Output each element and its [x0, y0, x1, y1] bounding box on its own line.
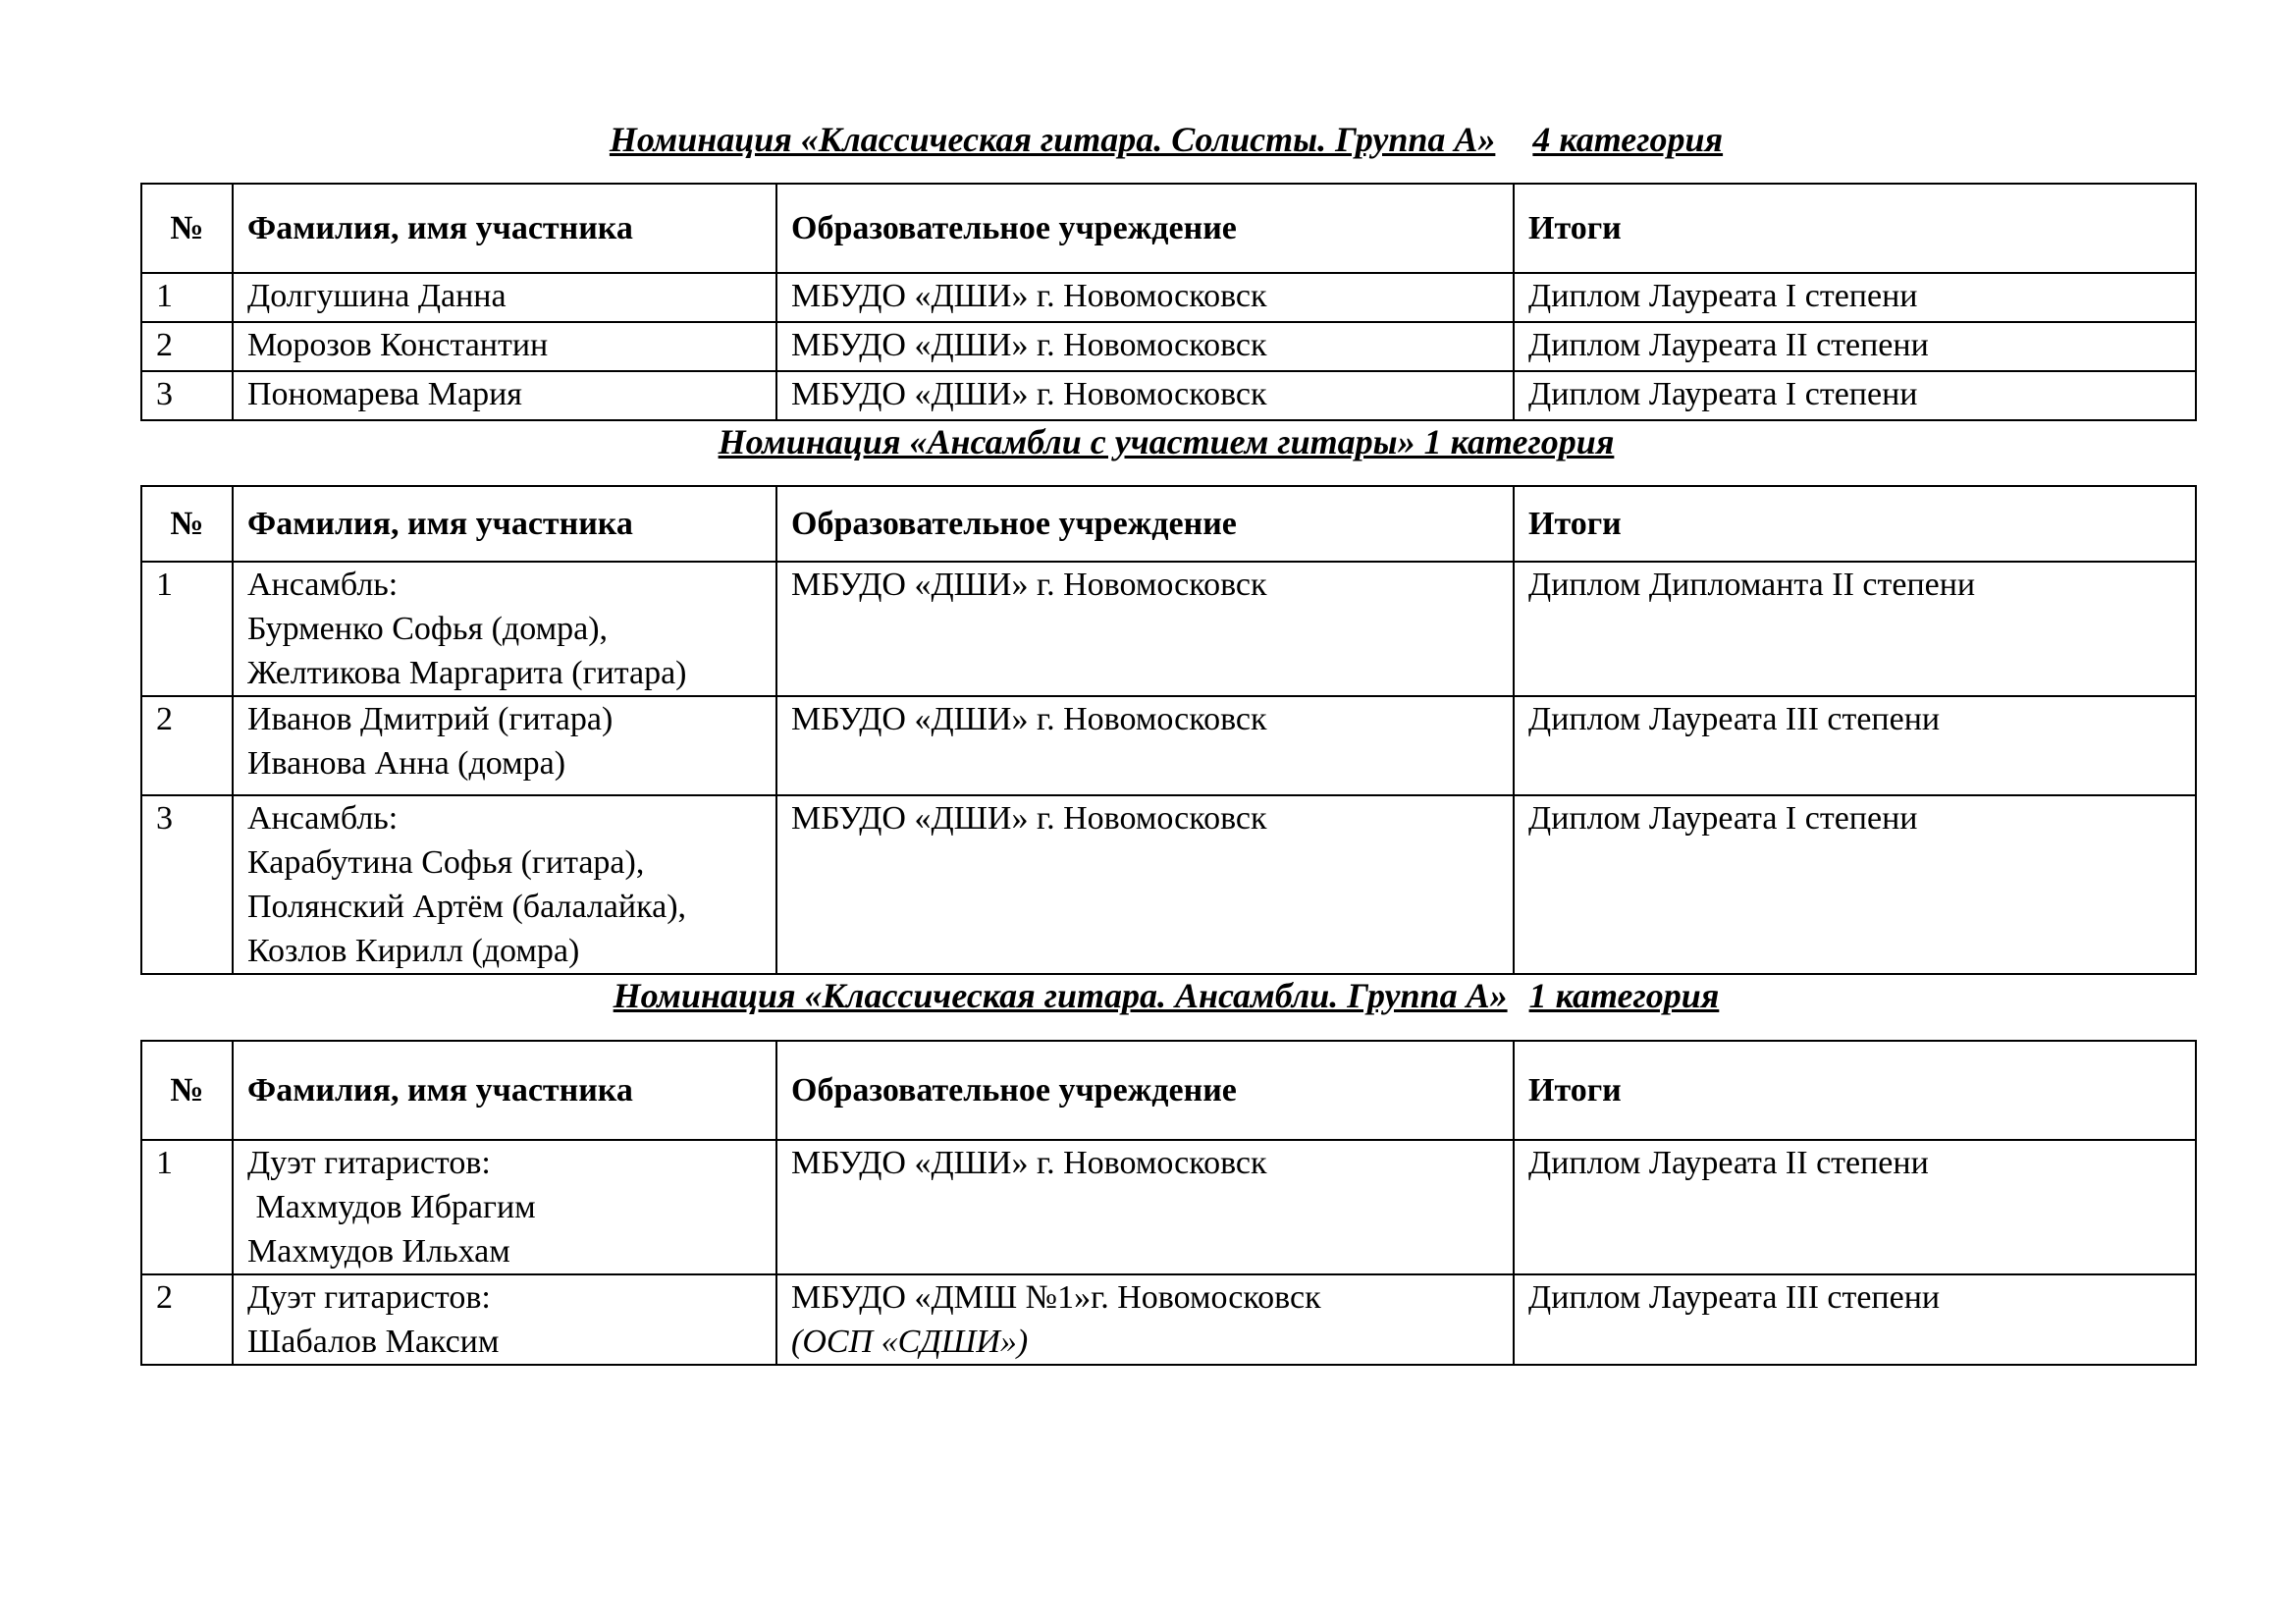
participant-line: Махмудов Ибрагим	[247, 1189, 536, 1225]
participant-name	[233, 696, 776, 795]
participant-name: Долгушина Данна	[233, 273, 776, 322]
school-name: МБУДО «ДШИ» г. Новомосковск	[776, 795, 1514, 974]
header-number: №	[141, 486, 233, 562]
header-number: №	[141, 184, 233, 273]
table-row	[141, 795, 2196, 974]
participant-name	[233, 795, 776, 974]
participant-line: Ансамбль:	[247, 567, 399, 603]
result-award: Диплом Лауреата III степени	[1514, 1274, 2196, 1365]
result-award: Диплом Лауреата II степени	[1514, 1140, 2196, 1274]
participant-line: Полянский Артём (балалайка),	[247, 889, 687, 925]
section-1-title-category: 4 категория	[1532, 120, 1724, 159]
section-2-title-nomination: Номинация «Ансамбли с участием гитары» 1 категория	[718, 422, 1615, 461]
row-number: 2	[141, 322, 233, 371]
school-line: МБУДО «ДМШ №1»г. Новомосковск	[791, 1279, 1321, 1316]
participant-line: Козлов Кирилл (домра)	[247, 933, 580, 969]
school-name: МБУДО «ДШИ» г. Новомосковск	[776, 322, 1514, 371]
table-header-row	[141, 184, 2196, 273]
participant-name: Пономарева Мария	[233, 371, 776, 420]
section-3-title-nomination: Номинация «Классическая гитара. Ансамбли. Группа А»	[613, 976, 1508, 1015]
school-name: МБУДО «ДШИ» г. Новомосковск	[776, 562, 1514, 696]
header-school: Образовательное учреждение	[776, 184, 1514, 273]
participant-name	[233, 562, 776, 696]
row-number: 1	[141, 273, 233, 322]
section-3-table	[140, 1040, 2197, 1366]
row-number: 2	[141, 696, 233, 795]
table-header-row	[141, 486, 2196, 562]
participant-line: Дуэт гитаристов:	[247, 1145, 491, 1181]
table-row	[141, 562, 2196, 696]
section-1-table	[140, 183, 2197, 421]
result-award: Диплом Лауреата I степени	[1514, 371, 2196, 420]
section-2-title	[140, 420, 2192, 463]
school-name: МБУДО «ДШИ» г. Новомосковск	[776, 371, 1514, 420]
header-name: Фамилия, имя участника	[233, 486, 776, 562]
header-school: Образовательное учреждение	[776, 486, 1514, 562]
table-row	[141, 273, 2196, 322]
section-3-title-category: 1 категория	[1528, 976, 1720, 1015]
participant-name	[233, 1274, 776, 1365]
school-name: МБУДО «ДШИ» г. Новомосковск	[776, 696, 1514, 795]
participant-name	[233, 1140, 776, 1274]
participant-line: Бурменко Софья (домра),	[247, 611, 609, 647]
participant-line: Махмудов Ильхам	[247, 1233, 510, 1270]
row-number: 2	[141, 1274, 233, 1365]
participant-line: Иванова Анна (домра)	[247, 745, 566, 782]
result-award: Диплом Лауреата I степени	[1514, 273, 2196, 322]
header-name: Фамилия, имя участника	[233, 184, 776, 273]
section-3-title	[140, 974, 2192, 1017]
result-award: Диплом Лауреата III степени	[1514, 696, 2196, 795]
participant-line: Карабутина Софья (гитара),	[247, 844, 645, 881]
header-number: №	[141, 1041, 233, 1140]
header-result: Итоги	[1514, 1041, 2196, 1140]
header-name: Фамилия, имя участника	[233, 1041, 776, 1140]
participant-line: Ансамбль:	[247, 800, 399, 837]
school-branch-note: (ОСП «СДШИ»)	[791, 1324, 1029, 1360]
row-number: 3	[141, 371, 233, 420]
row-number: 1	[141, 1140, 233, 1274]
participant-name: Морозов Константин	[233, 322, 776, 371]
participant-line: Желтикова Маргарита (гитара)	[247, 655, 687, 691]
section-1-title-nomination: Номинация «Классическая гитара. Солисты. Группа А»	[609, 120, 1496, 159]
participant-line: Дуэт гитаристов:	[247, 1279, 491, 1316]
school-name	[776, 1274, 1514, 1365]
result-award: Диплом Дипломанта II степени	[1514, 562, 2196, 696]
section-1-title	[140, 118, 2192, 161]
school-name: МБУДО «ДШИ» г. Новомосковск	[776, 1140, 1514, 1274]
section-2-table	[140, 485, 2197, 975]
row-number: 1	[141, 562, 233, 696]
table-header-row	[141, 1041, 2196, 1140]
table-row	[141, 371, 2196, 420]
header-school: Образовательное учреждение	[776, 1041, 1514, 1140]
header-result: Итоги	[1514, 486, 2196, 562]
school-name: МБУДО «ДШИ» г. Новомосковск	[776, 273, 1514, 322]
participant-line: Иванов Дмитрий (гитара)	[247, 701, 614, 737]
participant-line: Шабалов Максим	[247, 1324, 500, 1360]
table-row	[141, 1140, 2196, 1274]
row-number: 3	[141, 795, 233, 974]
header-result: Итоги	[1514, 184, 2196, 273]
table-row	[141, 696, 2196, 795]
table-row	[141, 322, 2196, 371]
result-award: Диплом Лауреата II степени	[1514, 322, 2196, 371]
result-award: Диплом Лауреата I степени	[1514, 795, 2196, 974]
table-row	[141, 1274, 2196, 1365]
